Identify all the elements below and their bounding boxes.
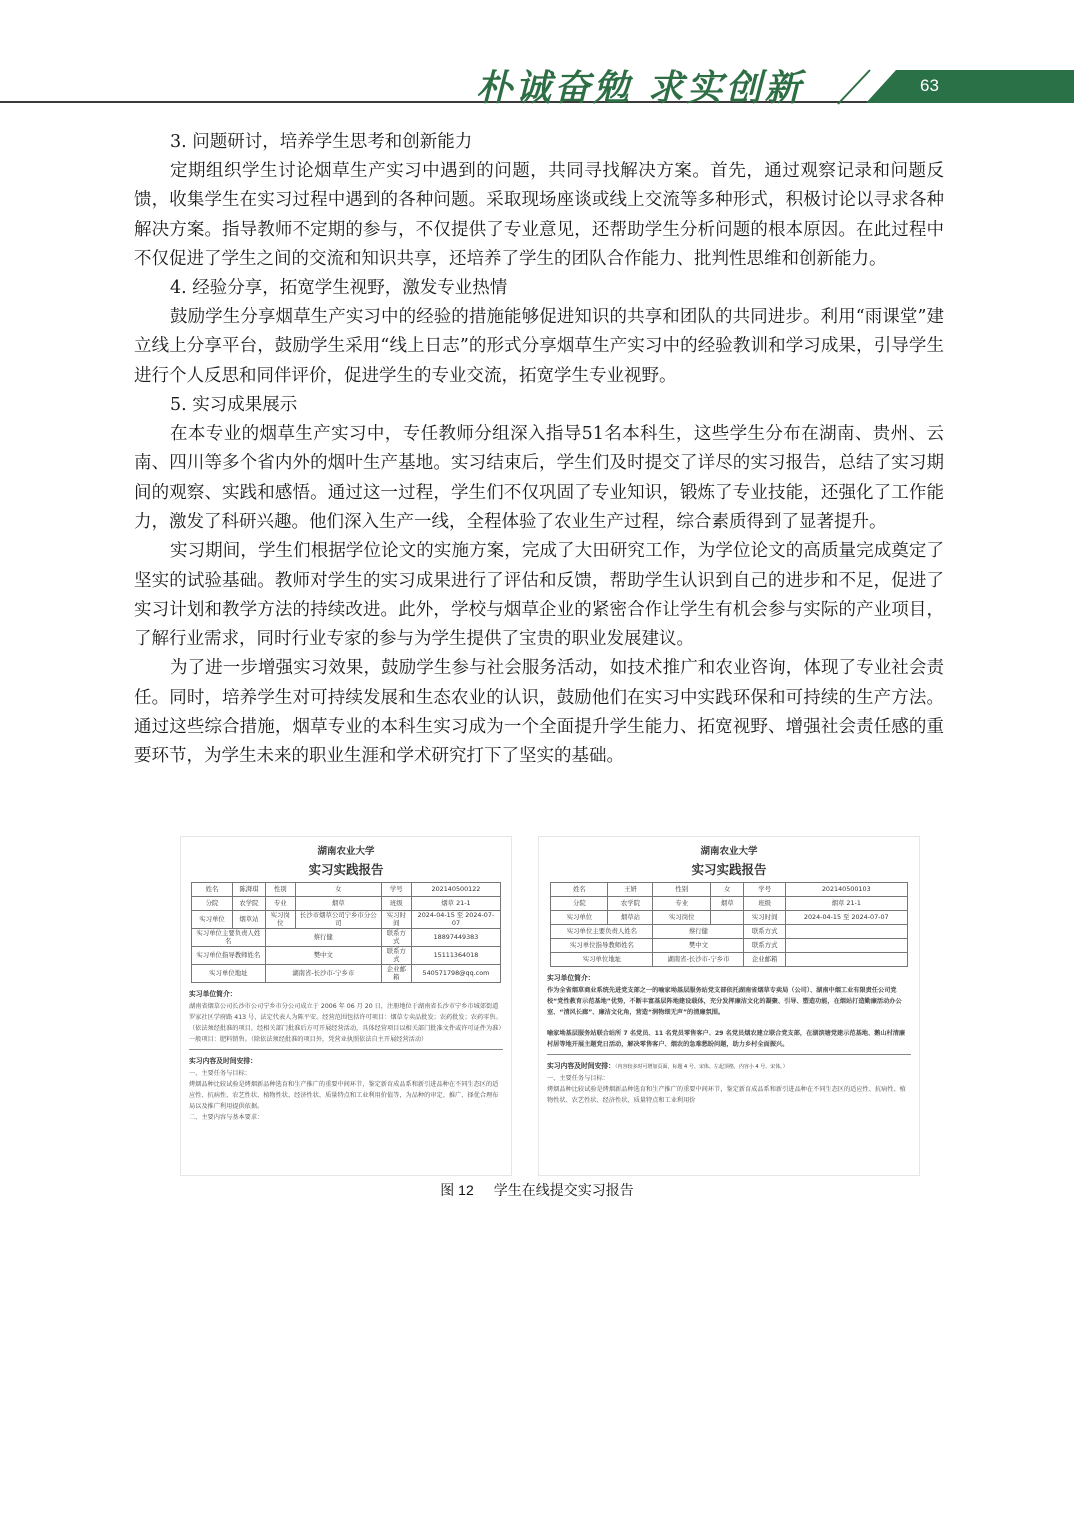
report-text: 作为全省烟草商业系统先进党支部之一的喻家坳基层服务站党支部依托湖南省烟草专卖局（公司）、湖南中烟工业有限责任公司党校“党性教育示范基地”优势，不断丰富基层阵地建设载体，充分发挥廉洁文化的凝聚、引导、塑造功能，在烟站打造勤廉活动办公室、“清风长廊”、廉洁文化角，营造“润物细无声”的清廉氛围。: [547, 987, 902, 1016]
report-table-cell: 实习单位指导教师姓名: [191, 947, 265, 965]
report-table-cell: 农学院: [233, 897, 266, 911]
paragraph: 实习期间，学生们根据学位论文的实施方案，完成了大田研究工作，为学位论文的高质量完成奠定了坚实的试验基础。教师对学生的实习成果进行了评估和反馈，帮助学生认识到自己的进步和不足，促进了实习计划和教学方法的持续改进。此外，学校与烟草企业的紧密合作让学生有机会参与实际的产业项目，了解行业需求，同时行业专家的参与为学生提供了宝贵的职业发展建议。: [134, 541, 944, 650]
report-table-cell: 540571798@qq.com: [411, 965, 500, 983]
report-table-cell: 实习岗位: [653, 911, 711, 925]
report-table-cell: [785, 939, 907, 953]
report-table-cell: 202140500103: [785, 883, 907, 897]
report-document: [180, 836, 512, 1176]
report-table-cell: 王妍: [608, 883, 653, 897]
figure-caption-number: 图 12: [440, 1182, 474, 1198]
report-table-cell: 联系方式: [381, 929, 411, 947]
report-table-cell: 实习时间: [744, 911, 785, 925]
report-table-cell: 樊中文: [265, 947, 381, 965]
report-title: 实习实践报告: [691, 862, 767, 877]
report-section-label: 实习内容及时间安排：: [189, 1057, 257, 1065]
report-table-cell: 实习单位主要负责人姓名: [191, 929, 265, 947]
report-table-cell: 陈湃琪: [233, 883, 266, 897]
report-table-cell: 2024-04-15 至 2024-07-07: [411, 911, 500, 929]
report-table-cell: 实习单位: [191, 911, 232, 929]
page-number-tab: [866, 70, 1074, 103]
report-table-cell: 实习单位: [551, 911, 608, 925]
report-table-cell: 分院: [191, 897, 232, 911]
report-table-cell: 专业: [653, 897, 711, 911]
report-table-cell: 女: [711, 883, 744, 897]
report-table-cell: 农学院: [608, 897, 653, 911]
report-divider: [189, 1049, 503, 1050]
report-table-cell: 湖南省-长沙市-宁乡市: [653, 953, 744, 967]
paragraph: 定期组织学生讨论烟草生产实习中遇到的问题，共同寻找解决方案。首先，通过观察记录和问题反馈，收集学生在实习过程中遇到的各种问题。采取现场座谈或线上交流等多种形式，积极讨论以寻求各种解决方案。指导教师不定期的参与，不仅提供了专业意见，还帮助学生分析问题的根本原因。在此过程中不仅促进了学生之间的交流和知识共享，还培养了学生的团队合作能力、批判性思维和创新能力。: [134, 161, 944, 269]
report-info-table: [550, 882, 907, 967]
report-table-cell: 学号: [381, 883, 411, 897]
report-table-cell: 樊中文: [653, 939, 744, 953]
header-slash-decoration: [836, 66, 874, 106]
section-heading: 5. 实习成果展示: [170, 395, 298, 416]
report-table-cell: 班级: [744, 897, 785, 911]
report-table-cell: 实习单位指导教师姓名: [551, 939, 653, 953]
figure-report-screenshots: [180, 836, 920, 1174]
report-table-cell: 烟草 21-1: [785, 897, 907, 911]
report-table-cell: 实习岗位: [265, 911, 295, 929]
report-table-cell: 企业邮箱: [381, 965, 411, 983]
report-divider: [547, 1054, 911, 1055]
report-table-cell: 15111364018: [411, 947, 500, 965]
report-table-cell: 18897449383: [411, 929, 500, 947]
report-table-cell: 湖南省-长沙市-宁乡市: [265, 965, 381, 983]
report-table-cell: 烟草: [711, 897, 744, 911]
figure-caption-text: 学生在线提交实习报告: [493, 1182, 634, 1198]
report-table-cell: 姓名: [551, 883, 608, 897]
report-text: 喻家坳基层服务站联合站所 7 名党员、11 名党员零售客户、29 名党员烟农建立联合党支部，在湖滨塘党建示范基地、鹅山村清廉村居等地开展主题党日活动，解决零售客户、烟农的急难愁盼问题，助力乡村全面振兴。: [547, 1030, 906, 1048]
report-section-label: 实习单位简介：: [189, 990, 237, 998]
report-table-cell: 学号: [744, 883, 785, 897]
report-table-cell: [711, 911, 744, 925]
report-table-cell: [785, 925, 907, 939]
body-text: [134, 128, 944, 772]
report-section-label: 实习内容及时间安排：（内容较多时可增加页面，标题 4 号、宋体、左起顶格，内容小 4 号、宋体。）: [547, 1062, 788, 1070]
report-table-cell: 蔡行健: [265, 929, 381, 947]
report-table-cell: 专业: [265, 897, 295, 911]
header-slogan: 朴诚奋勉 求实创新: [476, 67, 804, 109]
section-heading: 4. 经验分享，拓宽学生视野，激发专业热情: [170, 278, 508, 299]
report-table-cell: 分院: [551, 897, 608, 911]
report-text: 一、主要任务与目标：: [189, 1070, 251, 1077]
report-text: 湖南省烟草公司长沙市公司宁乡市分公司成立于 2006 年 06 月 20 日，注册地位于湖南省长沙市宁乡市城郊街道罗家社区学府路 413 号，法定代表人为陈平安。经营范围包括许可项目：烟草专卖品批发；农药批发；农药零售。（依法须经批准的项目，经相关部门批准后方可开展经营活动，具体经营项目以相关部门批准文件或许可证件为准）一般项目：肥料销售。（除依法须经批准的项目外，凭营业执照依法自主开展经营活动）: [189, 1003, 502, 1043]
report-table-cell: 烟草: [295, 897, 381, 911]
figure-caption: [0, 1180, 1074, 1200]
report-table-cell: 性别: [653, 883, 711, 897]
report-table-cell: 联系方式: [381, 947, 411, 965]
report-table-cell: 实习单位地址: [191, 965, 265, 983]
report-text: 烤烟品种比较试验是烤烟新品种选育和生产推广的重要中间环节，鉴定新育成品系和新引进品种在不同生态区的适应性、抗病性、农艺性状、植物性状、经济性状、质量特点和工业利用价值等，为品种的审定、推广、择优合理布局以及推广利用提供依据。: [189, 1081, 499, 1110]
report-table-cell: 企业邮箱: [744, 953, 785, 967]
report-table-cell: 实习时间: [381, 911, 411, 929]
report-table-cell: 蔡行健: [653, 925, 744, 939]
report-title: 实习实践报告: [308, 862, 384, 877]
report-info-table: [191, 882, 501, 983]
report-section-label: 实习单位简介：: [547, 974, 595, 982]
report-table-cell: 性别: [265, 883, 295, 897]
report-table-cell: 姓名: [191, 883, 232, 897]
report-university: 湖南农业大学: [317, 846, 375, 857]
paragraph: 在本专业的烟草生产实习中，专任教师分组深入指导51名本科生，这些学生分布在湖南、贵州、云南、四川等多个省内外的烟叶生产基地。实习结束后，学生们及时提交了详尽的实习报告，总结了实习期间的观察、实践和感悟。通过这一过程，学生们不仅巩固了专业知识，锻炼了专业技能，还强化了工作能力，激发了科研兴趣。他们深入生产一线，全程体验了农业生产过程，综合素质得到了显著提升。: [134, 424, 944, 532]
report-table-cell: [785, 953, 907, 967]
paragraph: 鼓励学生分享烟草生产实习中的经验的措施能够促进知识的共享和团队的共同进步。利用“雨课堂”建立线上分享平台，鼓励学生采用“线上日志”的形式分享烟草生产实习中的经验教训和学习成果，引导学生进行个人反思和同伴评价，促进学生的专业交流，拓宽学生专业视野。: [134, 307, 944, 386]
report-table-cell: 202140500122: [411, 883, 500, 897]
paragraph: 为了进一步增强实习效果，鼓励学生参与社会服务活动，如技术推广和农业咨询，体现了专业社会责任。同时，培养学生对可持续发展和生态农业的认识，鼓励他们在实习中实践环保和可持续的生产方法。通过这些综合措施，烟草专业的本科生实习成为一个全面提升学生能力、拓宽视野、增强社会责任感的重要环节，为学生未来的职业生涯和学术研究打下了坚实的基础。: [134, 658, 944, 767]
report-table-cell: 女: [295, 883, 381, 897]
report-table-cell: 烟草站: [233, 911, 266, 929]
report-table-cell: 烟草站: [608, 911, 653, 925]
report-table-cell: 长沙市烟草公司宁乡市分公司: [295, 911, 381, 929]
report-table-cell: 实习单位地址: [551, 953, 653, 967]
report-table-cell: 联系方式: [744, 925, 785, 939]
page-number: 63: [920, 76, 939, 95]
report-document: [538, 836, 920, 1176]
report-text: 一、主要任务与目标：: [547, 1075, 609, 1082]
report-university: 湖南农业大学: [700, 846, 758, 857]
report-table-cell: 实习单位主要负责人姓名: [551, 925, 653, 939]
report-text: 二、主要内容与基本要求：: [189, 1114, 264, 1121]
report-table-cell: 联系方式: [744, 939, 785, 953]
report-table-cell: 班级: [381, 897, 411, 911]
report-table-cell: 烟草 21-1: [411, 897, 500, 911]
section-heading: 3. 问题研讨，培养学生思考和创新能力: [170, 132, 473, 152]
report-text: 烤烟品种比较试验是烤烟新品种选育和生产推广的重要中间环节，鉴定新育成品系和新引进品种在不同生态区的适应性、抗病性、植物性状、农艺性状、经济性状、质量特点和工业利用价: [547, 1086, 906, 1104]
report-table-cell: 2024-04-15 至 2024-07-07: [785, 911, 907, 925]
